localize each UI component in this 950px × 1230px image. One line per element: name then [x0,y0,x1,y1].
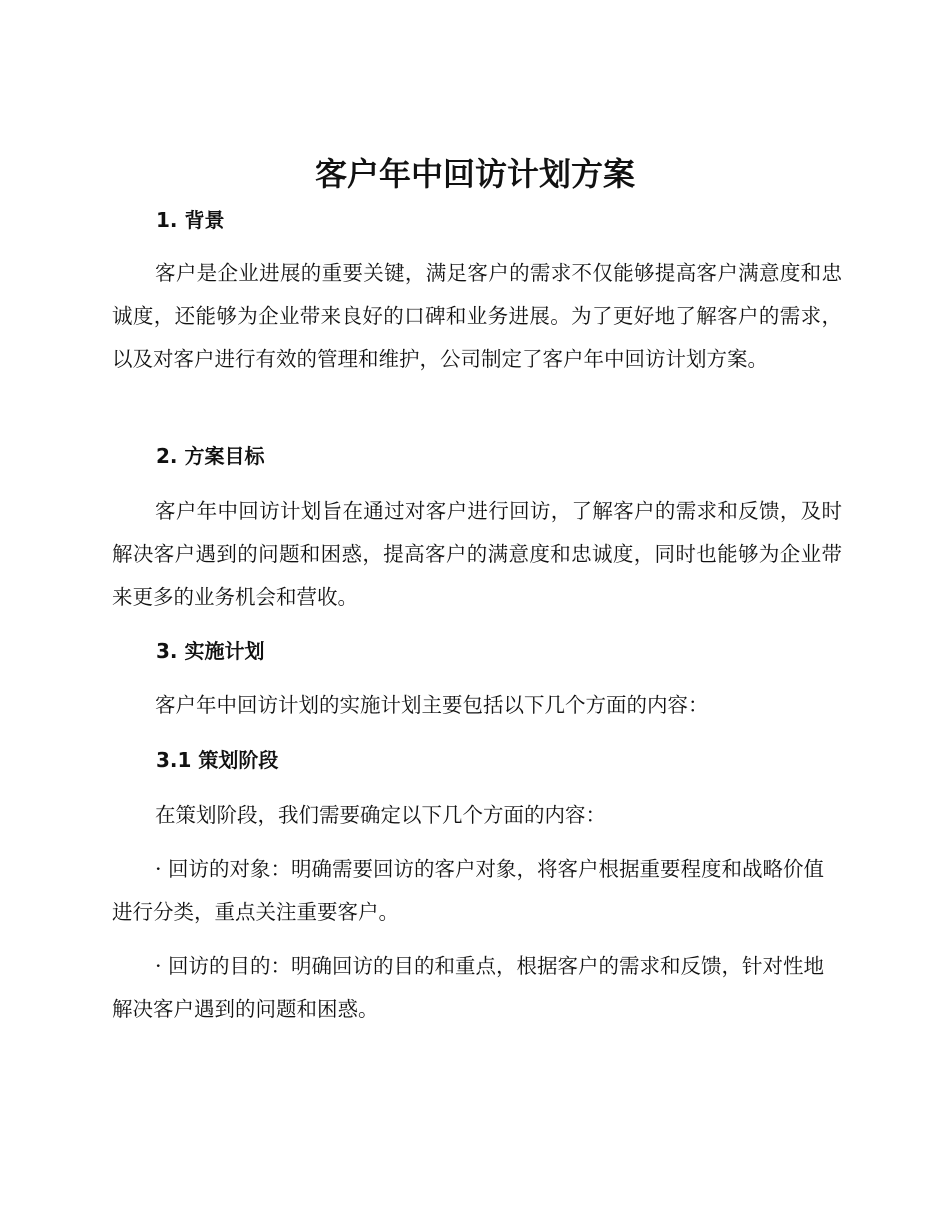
section-heading-goals: 2. 方案目标 [156,444,265,468]
section-heading-planning: 3.1 策划阶段 [156,748,279,772]
section-paragraph-goals: 客户年中回访计划旨在通过对客户进行回访，了解客户的需求和反馈，及时解决客户遇到的问题和困惑，提高客户的满意度和忠诚度，同时也能够为企业带来更多的业务机会和营收。 [112,499,842,609]
section-paragraph-background: 客户是企业进展的重要关键，满足客户的需求不仅能够提高客户满意度和忠诚度，还能够为企业带来良好的口碑和业务进展。为了更好地了解客户的需求，以及对客户进行有效的管理和维护，公司制定了客户年中回访计划方案。 [112,261,842,371]
bullet-item-visit-purpose: · 回访的目的：明确回访的目的和重点，根据客户的需求和反馈，针对性地解决客户遇到的问题和困惑。 [112,954,825,1021]
section-paragraph-implementation: 客户年中回访计划的实施计划主要包括以下几个方面的内容： [155,693,709,717]
bullet-item-visit-target: · 回访的对象：明确需要回访的客户对象，将客户根据重要程度和战略价值进行分类，重点关注重要客户。 [112,857,825,924]
document-title: 客户年中回访计划方案 [314,155,635,193]
section-heading-implementation: 3. 实施计划 [156,639,265,663]
section-heading-background: 1. 背景 [156,208,225,232]
section-paragraph-planning: 在策划阶段，我们需要确定以下几个方面的内容： [155,803,606,827]
